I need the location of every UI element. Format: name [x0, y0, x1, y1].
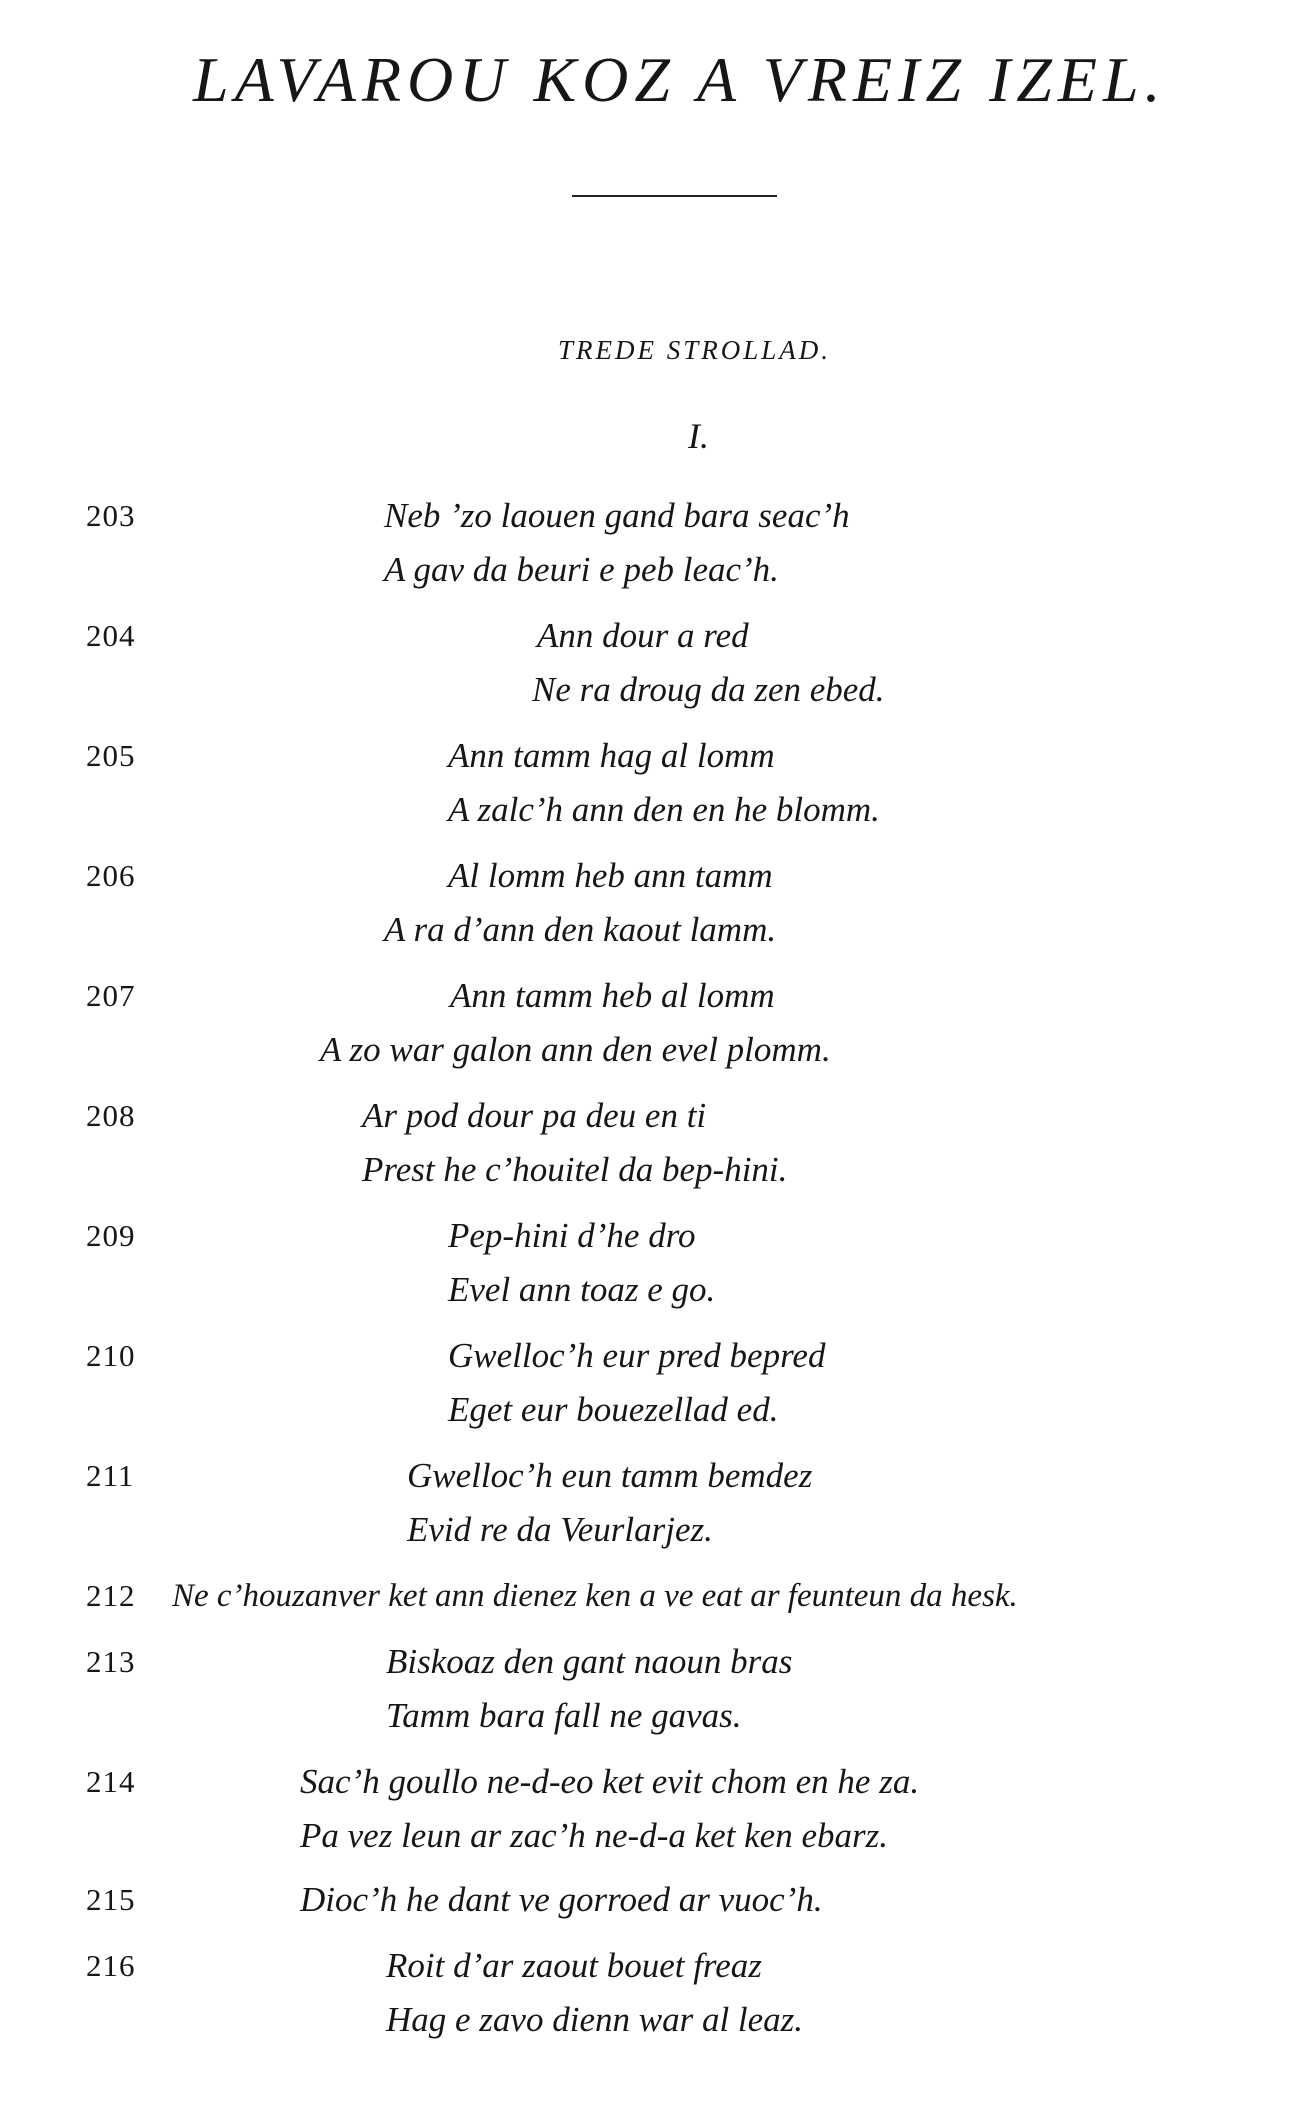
proverb-line: Roit d’ar zaout bouet freaz — [386, 1946, 762, 1985]
proverb-line: A ra d’ann den kaout lamm. — [384, 910, 777, 949]
proverb-number: 213 — [86, 1644, 136, 1679]
proverb-line: Ann tamm hag al lomm — [448, 736, 775, 775]
proverb-number: 214 — [86, 1764, 136, 1799]
proverb-number: 206 — [86, 858, 136, 893]
proverb-line: Ann tamm heb al lomm — [450, 976, 775, 1015]
proverb-number: 204 — [86, 618, 136, 653]
proverb-line: Neb ’zo laouen gand bara seac’h — [384, 496, 850, 535]
proverb-number: 208 — [86, 1098, 136, 1133]
proverb-number: 210 — [86, 1338, 136, 1373]
proverb-line: Gwelloc’h eun tamm bemdez — [407, 1456, 813, 1495]
proverb-number: 212 — [86, 1578, 136, 1613]
proverb-line: Sac’h goullo ne-d-eo ket evit chom en he za. — [300, 1762, 920, 1801]
proverb-line: A gav da beuri e peb leac’h. — [384, 550, 779, 589]
proverb-line: Hag e zavo dienn war al leaz. — [386, 2000, 804, 2039]
title-divider — [572, 195, 777, 197]
page-title: LAVAROU KOZ A VREIZ IZEL. — [193, 44, 1167, 115]
proverb-line: Al lomm heb ann tamm — [448, 856, 773, 895]
proverb-line: Prest he c’houitel da bep-hini. — [362, 1150, 788, 1189]
proverb-line: A zalc’h ann den en he blomm. — [448, 790, 880, 829]
proverb-number: 207 — [86, 978, 136, 1013]
proverb-line: Ann dour a red — [537, 616, 749, 655]
proverb-line: Evid re da Veurlarjez. — [407, 1510, 713, 1549]
proverb-line: Dioc’h he dant ve gorroed ar vuoc’h. — [300, 1880, 823, 1919]
proverb-number: 209 — [86, 1218, 136, 1253]
proverb-line: Tamm bara fall ne gavas. — [386, 1696, 742, 1735]
proverb-line: Pa vez leun ar zac’h ne-d-a ket ken ebarz. — [300, 1816, 888, 1855]
proverb-line: Biskoaz den gant naoun bras — [386, 1642, 793, 1681]
section-title: TREDE STROLLAD. — [558, 335, 832, 365]
proverb-number: 216 — [86, 1948, 136, 1983]
section-number: I. — [688, 416, 709, 456]
proverb-line: Ne c’houzanver ket ann dienez ken a ve eat ar feunteun da hesk. — [172, 1578, 1018, 1614]
proverb-line: Pep-hini d’he dro — [448, 1216, 696, 1255]
proverb-number: 205 — [86, 738, 136, 773]
proverb-line: Evel ann toaz e go. — [448, 1270, 716, 1309]
proverb-number: 211 — [86, 1458, 135, 1493]
proverb-line: Eget eur bouezellad ed. — [448, 1390, 779, 1429]
proverb-line: Ar pod dour pa deu en ti — [362, 1096, 707, 1135]
proverb-line: Gwelloc’h eur pred bepred — [448, 1336, 826, 1375]
proverb-number: 215 — [86, 1882, 136, 1917]
proverb-line: Ne ra droug da zen ebed. — [532, 670, 885, 709]
proverb-line: A zo war galon ann den evel plomm. — [320, 1030, 831, 1069]
proverb-number: 203 — [86, 498, 136, 533]
